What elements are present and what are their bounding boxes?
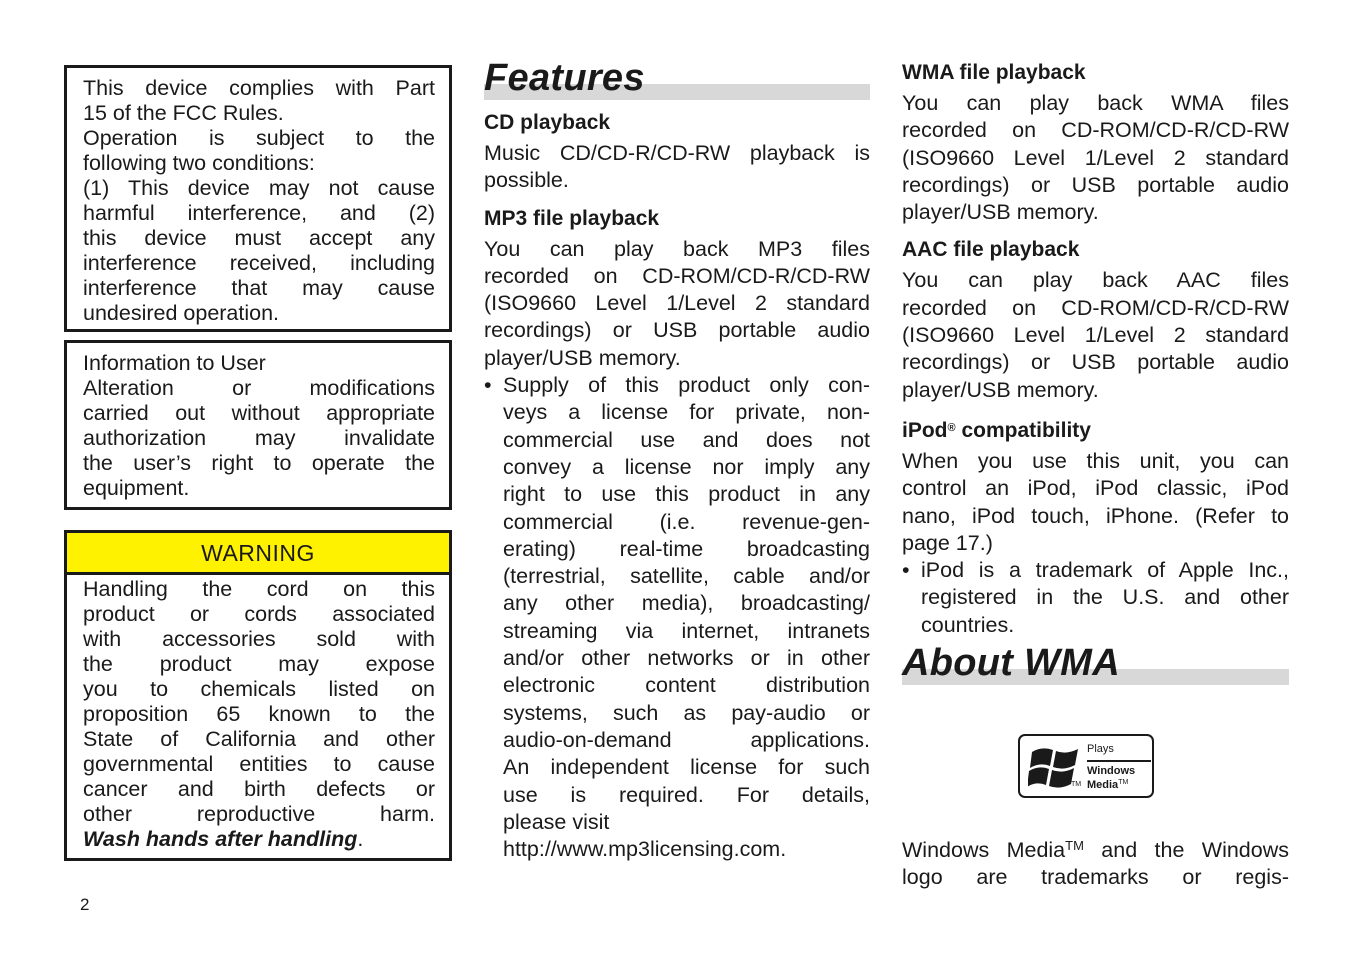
user-info-box (64, 340, 452, 510)
text-line: page 17.) (902, 530, 993, 555)
ipod-heading-suffix: compatibility (955, 418, 1091, 442)
logo-media-text: Media (1087, 779, 1119, 791)
text-line: harmful interference, and (2) (83, 201, 435, 225)
text-line: recordings) or USB portable audio (902, 172, 1289, 197)
trademark-line-2: logo are trademarks or regis- (902, 865, 1289, 890)
about-wma-title: About WMA (902, 642, 1120, 685)
registered-mark: ® (947, 421, 956, 434)
text-line: recordings) or USB portable audio (902, 350, 1289, 375)
trademark-tm: TM (1065, 838, 1084, 853)
wma-playback-text (902, 90, 1289, 226)
text-line: other reproductive harm. (83, 802, 435, 826)
text-line: with accessories sold with (83, 627, 435, 651)
text-line: Music CD/CD-R/CD-RW playback is (484, 141, 870, 165)
text-line: erating) real-time broadcasting (503, 536, 870, 561)
text-line: commercial use and does not (503, 427, 870, 452)
text-line: Handling the cord on this (83, 577, 435, 601)
logo-plays: Plays (1087, 743, 1114, 755)
ipod-trademark-bullet (902, 557, 1289, 639)
page-number: 2 (80, 895, 90, 914)
text-line: undesired operation. (83, 301, 280, 325)
text-line: recorded on CD-ROM/CD-R/CD-RW (484, 263, 870, 288)
wma-playback-heading: WMA file playback (902, 61, 1086, 84)
logo-tm-small: TM (1071, 781, 1082, 788)
text-line: any other media), broadcasting/ (503, 591, 870, 616)
cd-playback-heading: CD playback (484, 111, 611, 134)
text-line: When you use this unit, you can (902, 448, 1289, 473)
right-column (902, 60, 1289, 685)
logo-windows: Windows (1087, 765, 1136, 777)
mp3-playback-text (484, 236, 870, 372)
wma-trademark-text (902, 832, 1289, 892)
text-line: countries. (921, 612, 1015, 637)
text-line: You can play back WMA files (902, 91, 1289, 115)
text-line: iPod is a trademark of Apple Inc., (921, 558, 1289, 583)
warning-header: WARNING (67, 533, 449, 575)
warning-emphasis-tail: . (357, 827, 364, 851)
text-line: use is required. For details, (503, 782, 870, 807)
text-line: the product may expose (83, 652, 435, 676)
text-line: Supply of this product only con- (503, 373, 870, 398)
warning-emphasis: Wash hands after handling (83, 827, 358, 851)
text-line: possible. (484, 168, 569, 193)
bullet-dot: • (902, 558, 910, 583)
text-line: electronic content distribution (503, 673, 870, 698)
text-line: interference that may cause (83, 276, 435, 300)
ipod-heading-prefix: iPod (902, 418, 948, 442)
text-line: 15 of the FCC Rules. (83, 101, 284, 125)
user-info-text (67, 343, 449, 507)
text-line: you to chemicals listed on (83, 677, 435, 701)
text-line: An independent license for such (503, 755, 870, 780)
warning-emphasis-line (83, 827, 435, 852)
text-line: carried out without appropriate (83, 401, 435, 425)
text-line: recorded on CD-ROM/CD-R/CD-RW (902, 118, 1289, 143)
features-column (484, 57, 870, 863)
text-line: Information to User (83, 351, 266, 375)
fcc-notice-text (67, 68, 449, 332)
about-wma-title-block (902, 642, 1289, 685)
text-line: streaming via internet, intranets (503, 618, 870, 643)
text-line: audio-on-demand applications. (503, 727, 870, 752)
text-line: governmental entities to cause (83, 752, 435, 776)
trademark-line1-pre: Windows Media (902, 838, 1066, 862)
logo-tm: TM (1118, 779, 1129, 786)
mp3-playback-heading: MP3 file playback (484, 206, 660, 230)
text-line: interference received, including (83, 251, 435, 275)
text-line: State of California and other (83, 727, 435, 751)
text-line: proposition 65 known to the (83, 702, 435, 726)
windows-media-logo (1018, 734, 1154, 798)
text-line: right to use this product in any (503, 482, 870, 507)
text-line: player/USB memory. (902, 200, 1099, 225)
text-line: http://www.mp3licensing.com. (503, 837, 787, 862)
text-line: equipment. (83, 476, 190, 500)
text-line: cancer and birth defects or (83, 777, 435, 801)
logo-media (1087, 777, 1128, 791)
text-line: Operation is subject to the (83, 126, 435, 150)
text-line: recordings) or USB portable audio (484, 318, 870, 343)
text-line: This device complies with Part (83, 76, 435, 100)
text-line: the user’s right to operate the (83, 451, 435, 475)
text-line: recorded on CD-ROM/CD-R/CD-RW (902, 295, 1289, 320)
ipod-compat-text (902, 448, 1289, 557)
text-line: (ISO9660 Level 1/Level 2 standard (484, 291, 870, 316)
text-line: following two conditions: (83, 151, 315, 175)
text-line: You can play back MP3 files (484, 236, 870, 261)
text-line: (ISO9660 Level 1/Level 2 standard (902, 145, 1289, 170)
mp3-license-bullet (484, 372, 870, 863)
aac-playback-text (902, 267, 1289, 403)
text-line: product or cords associated (83, 602, 435, 626)
trademark-line1-post: and the Windows (1083, 838, 1289, 862)
warning-text (67, 575, 449, 858)
ipod-trademark-text (921, 557, 1289, 639)
text-line: (ISO9660 Level 1/Level 2 standard (902, 323, 1289, 348)
text-line: authorization may invalidate (83, 426, 435, 450)
text-line: and/or other networks or in other (503, 646, 870, 671)
text-line: systems, such as pay-audio or (503, 700, 870, 725)
text-line: player/USB memory. (484, 345, 681, 370)
text-line: nano, iPod touch, iPhone. (Refer to (902, 503, 1289, 528)
text-line: veys a license for private, non- (503, 400, 870, 425)
text-line: You can play back AAC files (902, 268, 1289, 293)
text-line: commercial (i.e. revenue-gen- (503, 509, 870, 534)
text-line: this device must accept any (83, 226, 435, 250)
fcc-notice-box (64, 65, 452, 332)
text-line: registered in the U.S. and other (921, 585, 1289, 610)
text-line: control an iPod, iPod classic, iPod (902, 476, 1289, 501)
text-line: (1) This device may not cause (83, 176, 435, 200)
bullet-dot: • (484, 373, 492, 398)
cd-playback-text (484, 140, 870, 195)
warning-box (64, 530, 452, 861)
trademark-line-1 (902, 832, 1289, 864)
text-line: Alteration or modifications (83, 376, 435, 400)
text-line: convey a license nor imply any (503, 454, 870, 479)
aac-playback-heading: AAC file playback (902, 238, 1080, 262)
logo-divider (1087, 760, 1151, 762)
text-line: player/USB memory. (902, 377, 1099, 402)
features-title-block (484, 57, 870, 100)
ipod-compat-heading (902, 415, 1289, 444)
text-line: please visit (503, 809, 610, 834)
features-title: Features (484, 57, 645, 99)
text-line: (terrestrial, satellite, cable and/or (503, 564, 870, 589)
mp3-license-text (503, 372, 870, 863)
